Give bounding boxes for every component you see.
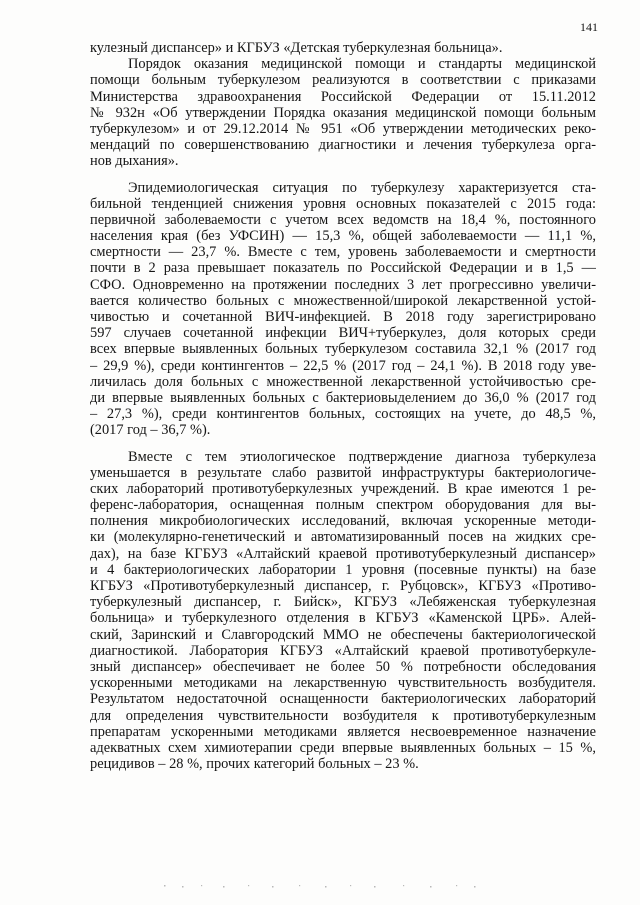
text-line: смертности — 23,7 %. Вместе с тем, уровень заболеваемости и смертности <box>90 244 596 261</box>
text-line: Вместе с тем этиологическое подтверждение диагноза туберкулеза <box>128 448 596 465</box>
text-line: зный диспансер» обеспечивает не более 50 % потребности обследования <box>90 658 596 675</box>
text-line: мендаций по совершенствованию диагностики и лечения туберкулеза орга- <box>90 137 596 154</box>
text-line: туберкулезом» и от 29.12.2014 № 951 «Об утверждении методических реко- <box>90 120 596 137</box>
text-line: адекватных схем химиотерапии среди впервые выявленных больных – 15 %, <box>90 739 596 756</box>
text-line: всех впервые выявленных больных туберкулезом составила 32,1 % (2017 год <box>90 341 596 358</box>
text-line: ки (молекулярно-генетический и автоматизированный посев на жидких сре- <box>90 529 596 546</box>
text-line: КГБУЗ «Противотуберкулезный диспансер, г. Рубцовск», КГБУЗ «Противо- <box>90 578 596 594</box>
text-line: 597 случаев сочетанной инфекции ВИЧ+туберкулез, доля которых среди <box>90 325 596 342</box>
text-line: уменьшается в результате слабо развитой инфраструктуры бактериологиче- <box>90 464 596 481</box>
text-line: бильной тенденцией снижения уровня основных показателей с 2015 года: <box>90 195 596 212</box>
text-line: для определения чувствительности возбудителя к противотуберкулезным <box>90 707 596 724</box>
text-line: дах), на базе КГБУЗ «Алтайский краевой противотуберкулезный диспансер» <box>90 545 596 562</box>
text-line: первичной заболеваемости с учетом всех ведомств на 18,4 %, постоянного <box>90 211 596 228</box>
text-line: и 4 бактериологических лаборатории 1 уровня (посевные пункты) на базе <box>90 561 596 578</box>
text-line: диагностикой. Лаборатория КГБУЗ «Алтайский краевой противотуберкуле- <box>90 642 596 659</box>
text-line: почти в 2 раза превышает показатель по Российской Федерации и в 1,5 — <box>90 260 596 277</box>
text-line: Результатом недостаточной оснащенности бактериологических лабораторий <box>90 691 596 708</box>
text-line: – 27,3 %), среди контингентов больных, состоящих на учете, до 48,5 %, <box>90 406 596 423</box>
text-line: нов дыхания». <box>90 153 179 170</box>
text-line: (2017 год – 36,7 %). <box>90 422 211 439</box>
text-line: препаратам ускоренными методиками является несвоевременное назначение <box>90 723 596 740</box>
paragraph <box>90 180 596 439</box>
paragraph-gap <box>90 170 596 180</box>
page-number: 141 <box>580 20 598 34</box>
body-text <box>90 40 596 772</box>
text-line: ский, Заринский и Славгородский ММО не обеспечены бактериологической <box>90 626 596 643</box>
text-line: полнения микробиологических исследований, включая ускоренные методи- <box>90 513 596 530</box>
text-line: Министерства здравоохранения Российской Федерации от 15.11.2012 <box>90 88 596 105</box>
text-line: Порядок оказания медицинской помощи и стандарты медицинской <box>128 56 596 73</box>
text-line: ференс-лаборатория, оснащенная полным спектром оборудования для вы- <box>90 497 596 514</box>
paragraph-gap <box>90 439 596 449</box>
text-line: – 29,9 %), среди контингентов – 22,5 % (2017 год – 24,1 %). В 2018 году уве- <box>90 357 596 374</box>
text-line: рецидивов – 28 %, прочих категорий больных – 23 %. <box>90 756 419 773</box>
text-line: ди впервые выявленных больных с бактериовыделением до 36,0 % (2017 год <box>90 389 596 406</box>
text-line: больница» и туберкулезного отделения в КГБУЗ «Каменской ЦРБ». Алей- <box>90 610 596 627</box>
text-line: чивостью и сочетанной ВИЧ-инфекцией. В 2018 году зарегистрировано <box>90 309 596 325</box>
text-line: кулезный диспансер» и КГБУЗ «Детская туберкулезная больница». <box>90 40 503 56</box>
text-line: помощи больным туберкулезом реализуются в соответствии с приказами <box>90 72 596 89</box>
text-line: № 932н «Об утверждении Порядка оказания медицинской помощи больным <box>90 104 596 121</box>
paragraph <box>90 56 596 169</box>
text-line: вается количество больных с множественной/широкой лекарственной устой- <box>90 292 596 309</box>
text-line: личилась доля больных с множественной лекарственной устойчивостью сре- <box>90 373 596 390</box>
text-line: ских лабораторий противотуберкулезных учреждений. В крае имеются 1 ре- <box>90 480 596 497</box>
scan-artifact-dots <box>160 883 480 889</box>
paragraph <box>90 449 596 773</box>
text-line: туберкулезный диспансер, г. Бийск», КГБУЗ «Лебяженская туберкулезная <box>90 594 596 611</box>
text-line: СФО. Одновременно на протяжении последних 3 лет прогрессивно увеличи- <box>90 276 596 293</box>
text-line: ускоренными методиками на лекарственную чувствительность возбудителя. <box>90 675 596 692</box>
text-line: населения края (без УФСИН) — 15,3 %, общей заболеваемости — 11,1 %, <box>90 228 596 245</box>
paragraph <box>90 40 596 56</box>
text-line: Эпидемиологическая ситуация по туберкулезу характеризуется ста- <box>128 179 596 196</box>
